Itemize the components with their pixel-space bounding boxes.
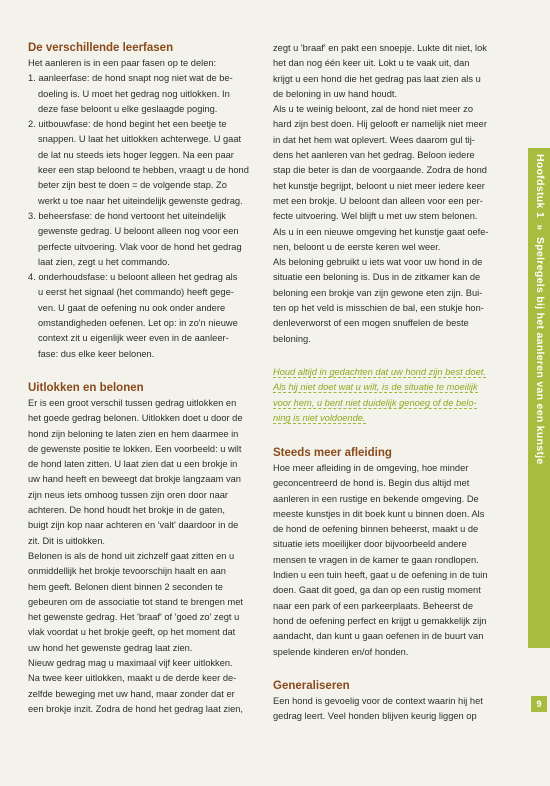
right-column bbox=[273, 0, 501, 724]
intro-text bbox=[28, 56, 256, 71]
text-line: mensen te vragen in de kamer te gaan rondlopen. bbox=[273, 554, 479, 565]
text-line: uw hand heeft en beweegt dat brokje langzaam van bbox=[28, 474, 241, 485]
text-line: in dat het hem wat oplevert. Wees daarom gul tij- bbox=[273, 134, 475, 145]
text-line: de hond de oefening binnen beheerst, maakt u de bbox=[273, 524, 479, 535]
heading-generaliseren: Generaliseren bbox=[273, 679, 350, 692]
text-line: Er is een groot verschil tussen gedrag uitlokken en bbox=[28, 397, 237, 408]
text-line: de beloning in uw hand houdt. bbox=[273, 88, 398, 99]
text-line: aanleren in een rustige en bekende omgeving. De bbox=[273, 493, 479, 504]
chapter-label: Hoofdstuk 1 bbox=[534, 154, 546, 218]
text-line: Indien u een tuin heeft, gaat u de oefening in de tuin bbox=[273, 570, 488, 581]
text-line: aandacht, dan kunt u gaan oefenen in de buurt van bbox=[273, 631, 484, 642]
chapter-separator: » bbox=[534, 224, 546, 231]
text-line: Als beloning gebruikt u iets wat voor uw hond in de bbox=[273, 257, 483, 268]
tip-line bbox=[273, 396, 501, 412]
paragraph-nieuw-gedrag bbox=[28, 656, 256, 717]
left-column bbox=[28, 0, 256, 717]
spacer bbox=[273, 347, 501, 365]
chapter-title: Spelregels bij het aanleren van een kunstje bbox=[534, 236, 546, 465]
text-line: hond de oefening perfect en krijgt u gemakkelijk zijn bbox=[273, 615, 487, 626]
spacer bbox=[28, 362, 256, 380]
text-line: geconcentreerd de hond is. Begin dus altijd met bbox=[273, 478, 470, 489]
paragraph-belonen bbox=[28, 549, 256, 656]
page-number: 9 bbox=[531, 696, 547, 712]
text-line: de hond laten zitten. U laat zien dat u een brokje in bbox=[28, 459, 238, 470]
text-line: het gewenste gedrag. Het 'braaf' of 'goed zo' zegt u bbox=[28, 612, 240, 623]
list-line: ven. U gaat de oefening nu ook onder andere bbox=[38, 302, 226, 313]
text-line: zijn neus iets omhoog tussen zijn oren door naar bbox=[28, 489, 229, 500]
tip-text: Houd altijd in gedachten dat uw hond zijn best doet. bbox=[273, 366, 486, 377]
list-line: snappen. U laat het uitlokken achterwege. U gaat bbox=[38, 134, 242, 145]
spacer bbox=[273, 660, 501, 678]
paragraph-braaf bbox=[273, 41, 501, 102]
list-line: 4. onderhoudsfase: u beloont alleen het gedrag als bbox=[28, 272, 238, 283]
text-line: naar een park of een parkeerplaats. Beheerst de bbox=[273, 600, 474, 611]
list-line: perfecte uitvoering. Vlak voor de hond het gedrag bbox=[38, 241, 242, 252]
tip-line bbox=[273, 411, 501, 427]
text-line: zelfde beweging met uw hand, maar zonder dat er bbox=[28, 688, 235, 699]
text-line: Een hond is gevoelig voor de context waarin hij het bbox=[273, 695, 483, 706]
list-line: fase: dus elke keer belonen. bbox=[38, 348, 155, 359]
heading-leerfasen: De verschillende leerfasen bbox=[28, 42, 174, 54]
list-line: deze fase beloont u elke geslaagde poging. bbox=[38, 103, 218, 114]
text-line: buigt zijn kop naar achteren en 'valt' daardoor in de bbox=[28, 520, 239, 531]
text-line: beloning een brokje van zijn gewone eten zijn. Bui- bbox=[273, 287, 483, 298]
text-line: situatie een beloning is. Dus in de zitkamer kan de bbox=[273, 272, 481, 283]
text-line: gebeuren om de associatie tot stand te brengen met bbox=[28, 596, 243, 607]
spacer bbox=[273, 427, 501, 445]
text-line: dens het aanleren van het gedrag. Beloon iedere bbox=[273, 150, 475, 161]
text-line: het goede gedrag belonen. Uitlokken doet u door de bbox=[28, 413, 243, 424]
text-line: krijgt u een hond die het gedrag pas laat zien als u bbox=[273, 73, 481, 84]
paragraph-generaliseren bbox=[273, 694, 501, 725]
text-line: onmiddellijk het brokje tevoorschijn haalt en aan bbox=[28, 566, 226, 577]
text-line: zit. Dit is uitlokken. bbox=[28, 535, 105, 546]
text-line: het dan nog één keer uit. Lokt u te vaak uit, dan bbox=[273, 58, 470, 69]
list-line: omstandigheden oefenen. Let op: in zo'n nieuwe bbox=[38, 318, 238, 329]
tip-text: voor hem, u bent niet duidelijk genoeg of de belo- bbox=[273, 397, 477, 408]
text-line: situatie iets moeilijker door bijvoorbeeld andere bbox=[273, 539, 467, 550]
text-line: uw hond het gewenste gedrag laat zien. bbox=[28, 642, 193, 653]
text-line: vlak voordat u het brokje geeft, op het moment dat bbox=[28, 627, 236, 638]
list-line: gewenste gedrag. U beloont alleen nog voor een bbox=[38, 226, 239, 237]
paragraph-afleiding bbox=[273, 461, 501, 660]
text-line: stap die beter is dan de voorgaande. Zodra de hond bbox=[273, 165, 487, 176]
text-line: nen, beloont u de eerste keren wel weer. bbox=[273, 241, 441, 252]
text-line: beloning. bbox=[273, 333, 311, 344]
text-line: fecte uitvoering. Wel blijft u met uw stem belonen. bbox=[273, 211, 478, 222]
text-line: doen. Gaat dit goed, ga dan op een rustig moment bbox=[273, 585, 481, 596]
text-line: Belonen is als de hond uit zichzelf gaat zitten en u bbox=[28, 550, 235, 561]
text-line: hard zijn best doen. Hij gelooft er namelijk niet meer bbox=[273, 119, 487, 130]
text-line: Hoe meer afleiding in de omgeving, hoe minder bbox=[273, 462, 469, 473]
heading-afleiding: Steeds meer afleiding bbox=[273, 446, 392, 459]
text-line: het kunstje begrijpt, beloont u niet meer iedere keer bbox=[273, 180, 485, 191]
chapter-tab-label bbox=[534, 154, 546, 465]
text-line: de gewenste positie te lokken. Een voorbeeld: u wilt bbox=[28, 443, 242, 454]
text-line: ten op het veld is misschien de bal, een stukje hon- bbox=[273, 303, 484, 314]
list-line: beter zijn best te doen = de volgende stap. Zo bbox=[38, 180, 227, 191]
text-line: zegt u 'braaf' en pakt een snoepje. Lukte dit niet, lok bbox=[273, 43, 487, 53]
text-line: achteren. De hond houdt het brokje in de gaten, bbox=[28, 505, 225, 516]
text-line: een brokje inzit. Zodra de hond het gedrag laat zien, bbox=[28, 703, 244, 714]
list-line: laat zien, zegt u het commando. bbox=[38, 256, 170, 267]
tip-text: ning is niet voldoende. bbox=[273, 413, 366, 424]
phase-list bbox=[28, 71, 256, 362]
text-line: Als u te weinig beloont, zal de hond niet meer zo bbox=[273, 104, 474, 115]
paragraph-uitlokken bbox=[28, 396, 256, 549]
list-line: u eerst het signaal (het commando) heeft gege- bbox=[38, 287, 234, 298]
text-line: spelende kinderen en/of honden. bbox=[273, 646, 409, 657]
tip-text: Als hij niet doet wat u wilt, is de situatie te moeilijk bbox=[273, 382, 478, 393]
tip-line bbox=[273, 380, 501, 396]
text-line: hem geeft. Belonen dient binnen 2 seconden te bbox=[28, 581, 223, 592]
list-line: doeling is. U moet het gedrag nog uitlokken. In bbox=[38, 88, 230, 99]
list-line: 3. beheersfase: de hond vertoont het uiteindelijk bbox=[28, 210, 226, 221]
text-line: Als u in een nieuwe omgeving het kunstje gaat oefe- bbox=[273, 226, 489, 237]
text-line: hond zijn beloning te laten zien en hem daarmee in bbox=[28, 428, 239, 439]
tip-box bbox=[273, 365, 501, 427]
list-line: keer een stap beloond te hebben, vraagt u de hond bbox=[38, 165, 249, 176]
text-line: met een brokje. U beloont dan alleen voor een per- bbox=[273, 195, 483, 206]
list-line: werkt u toe naar het uiteindelijk gewenste gedrag. bbox=[38, 195, 243, 206]
text-line: denleverworst of een mogen snuffelen de beste bbox=[273, 318, 469, 329]
tip-line bbox=[273, 365, 501, 381]
paragraph-beloning bbox=[273, 255, 501, 347]
intro-line: Het aanleren is in een paar fasen op te delen: bbox=[28, 58, 217, 68]
list-line: context zit u eigenlijk weer even in de aanleer- bbox=[38, 333, 229, 344]
list-line: de lat nu steeds iets hoger leggen. Na een paar bbox=[38, 149, 234, 160]
list-line: 1. aanleerfase: de hond snapt nog niet wat de be- bbox=[28, 73, 233, 84]
text-line: gedrag leert. Veel honden blijven keurig liggen op bbox=[273, 711, 477, 722]
text-line: Nieuw gedrag mag u maximaal vijf keer uitlokken. bbox=[28, 657, 233, 668]
heading-uitlokken: Uitlokken en belonen bbox=[28, 381, 144, 394]
list-line: 2. uitbouwfase: de hond begint het een beetje te bbox=[28, 119, 227, 130]
text-line: Na twee keer uitlokken, maakt u de derde keer de- bbox=[28, 673, 237, 684]
paragraph-weinig-belonen bbox=[273, 102, 501, 255]
text-line: meeste kunstjes in dit boek kunt u binnen doen. Als bbox=[273, 508, 485, 519]
